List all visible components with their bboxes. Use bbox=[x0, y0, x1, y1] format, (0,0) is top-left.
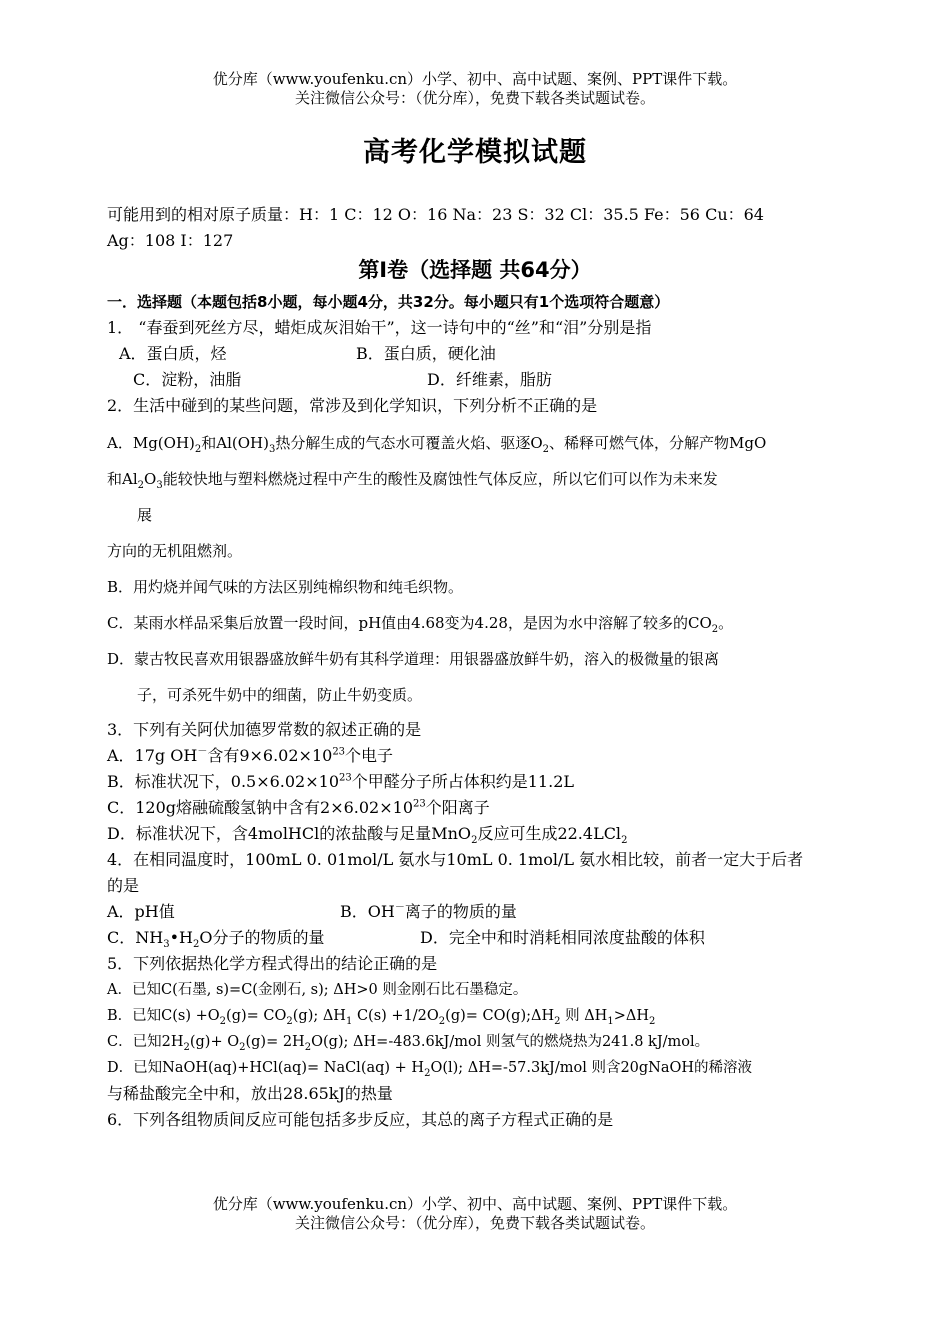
section-heading: 一．选择题（本题包括8小题，每小题4分，共32分。每小题只有1个选项符合题意） bbox=[107, 293, 670, 311]
q2-option-a-line2: 和$Al_2O_3$能较快地与塑料燃烧过程中产生的酸性及腐蚀性气体反应，所以它们可以作为未来发 bbox=[107, 470, 718, 491]
q4-stem-line1: 4．在相同温度时，100mL 0. 01mol/L 氨水与10mL 0. 1mol/L 氨水相比较，前者一定大于后者 bbox=[107, 850, 804, 869]
q2-option-c: C．某雨水样品采集后放置一段时间，pH值由4.68变为4.28，是因为水中溶解了较多的$CO_2$。 bbox=[107, 614, 734, 635]
q2-option-a-line3: 展 bbox=[137, 506, 153, 524]
q5-option-d-line2: 与稀盐酸完全中和，放出28.65kJ的热量 bbox=[107, 1084, 393, 1103]
q2-option-a-line4: 方向的无机阻燃剂。 bbox=[107, 542, 243, 560]
q3-option-d: D．标准状况下，含4molHCl的浓盐酸与足量MnO$_2$反应可生成22.4LCl$_2$ bbox=[107, 824, 628, 847]
footer-line-2: 关注微信公众号：（优分库），免费下载各类试题试卷。 bbox=[294, 1214, 655, 1232]
q2-option-d-line2: 子，可杀死牛奶中的细菌，防止牛奶变质。 bbox=[137, 686, 423, 704]
q3-option-b: B．标准状况下，$0.5\times 6.02\times 10^{23}$个甲醛分子所占体积约是11.2L bbox=[107, 772, 575, 791]
page-title: 高考化学模拟试题 bbox=[363, 137, 587, 168]
q1-options-row2 bbox=[107, 367, 847, 393]
footer-line-1: 优分库（www.youfenku.cn）小学、初中、高中试题、案例、PPT课件下载。 bbox=[212, 1195, 738, 1213]
question-body bbox=[107, 289, 847, 1133]
q2-option-a-line1: A．$Mg(OH)_2$和$Al(OH)_3$热分解生成的气态水可覆盖火焰、驱逐$O_2$、稀释可燃气体，分解产物MgO bbox=[107, 434, 767, 455]
masses-line-2: Ag：108 I：127 bbox=[107, 231, 234, 250]
masses-line-1: 可能用到的相对原子质量：H：1 C：12 O：16 Na：23 S：32 Cl：35.5 Fe：56 Cu：64 bbox=[107, 205, 764, 224]
q4-option-a: A．pH值 bbox=[107, 902, 175, 921]
q1-option-c: C．淀粉，油脂 bbox=[133, 370, 242, 389]
q1-options-row1 bbox=[107, 341, 847, 367]
q4-stem-line2: 的是 bbox=[107, 876, 140, 895]
q5-option-b: B．已知$C(s) +O_2(g)= CO_2(g)$; $\Delta H_1$ $C(s) +1/2O_2(g)=$ $CO(g);\Delta H_2$ 则 $\Delta H_1>\Delta H_2$ bbox=[107, 1008, 656, 1027]
q1-option-b: B．蛋白质，硬化油 bbox=[356, 344, 496, 363]
q3-stem: 3．下列有关阿伏加德罗常数的叙述正确的是 bbox=[107, 720, 422, 739]
q2-stem: 2．生活中碰到的某些问题，常涉及到化学知识，下列分析不正确的是 bbox=[107, 396, 598, 415]
q5-option-a: A．已知C(石墨, s)=C(金刚石, s); ΔH>0 则金刚石比石墨稳定。 bbox=[107, 982, 528, 998]
q3-option-c: C．120g熔融硫酸氢钠中含有$2\times 6.02\times 10^{23}$个阳离子 bbox=[107, 798, 490, 817]
q1-option-d: D．纤维素，脂肪 bbox=[427, 370, 552, 389]
q4-option-b: B．OH－离子的物质的量 bbox=[340, 902, 517, 921]
atomic-masses bbox=[107, 202, 847, 254]
volume-title: 第Ⅰ卷（选择题 共64分） bbox=[358, 258, 592, 282]
q4-options-row1 bbox=[107, 899, 847, 925]
page-footer bbox=[0, 1195, 950, 1233]
q6-stem: 6．下列各组物质间反应可能包括多步反应，其总的离子方程式正确的是 bbox=[107, 1110, 614, 1129]
q1-option-a: A．蛋白质，烃 bbox=[119, 344, 227, 363]
q2-option-b: B．用灼烧并闻气味的方法区别纯棉织物和纯毛织物。 bbox=[107, 578, 464, 596]
q5-option-d-line1: D．已知NaOH(aq)+HCl(aq)= NaCl(aq) + $H_2O(l)$; ΔH=-57.3kJ/mol 则含20gNaOH的稀溶液 bbox=[107, 1060, 753, 1079]
q1-stem: 1． “春蚕到死丝方尽，蜡炬成灰泪始干”，这一诗句中的“丝”和“泪”分别是指 bbox=[107, 318, 652, 337]
q4-option-c: C．$NH_3•H_2O$分子的物质的量 bbox=[107, 928, 325, 951]
q5-option-c: C．已知$2H_2(g)+ O_2(g)= 2H_2O(g)$; ΔH=-483.6kJ/mol 则氢气的燃烧热为241.8 kJ/mol。 bbox=[107, 1034, 710, 1053]
q4-option-d: D．完全中和时消耗相同浓度盐酸的体积 bbox=[420, 928, 705, 947]
header-line-1: 优分库（www.youfenku.cn）小学、初中、高中试题、案例、PPT课件下载。 bbox=[212, 70, 738, 88]
q5-stem: 5．下列依据热化学方程式得出的结论正确的是 bbox=[107, 954, 438, 973]
q4-options-row2 bbox=[107, 925, 847, 951]
q3-option-a: A．17g OH－含有$9\times 6.02\times 10^{23}$个电子 bbox=[107, 746, 394, 765]
page-header bbox=[0, 70, 950, 108]
q2-option-d-line1: D．蒙古牧民喜欢用银器盛放鲜牛奶有其科学道理：用银器盛放鲜牛奶，溶入的极微量的银离 bbox=[107, 650, 720, 668]
header-line-2: 关注微信公众号：（优分库），免费下载各类试题试卷。 bbox=[294, 89, 655, 107]
